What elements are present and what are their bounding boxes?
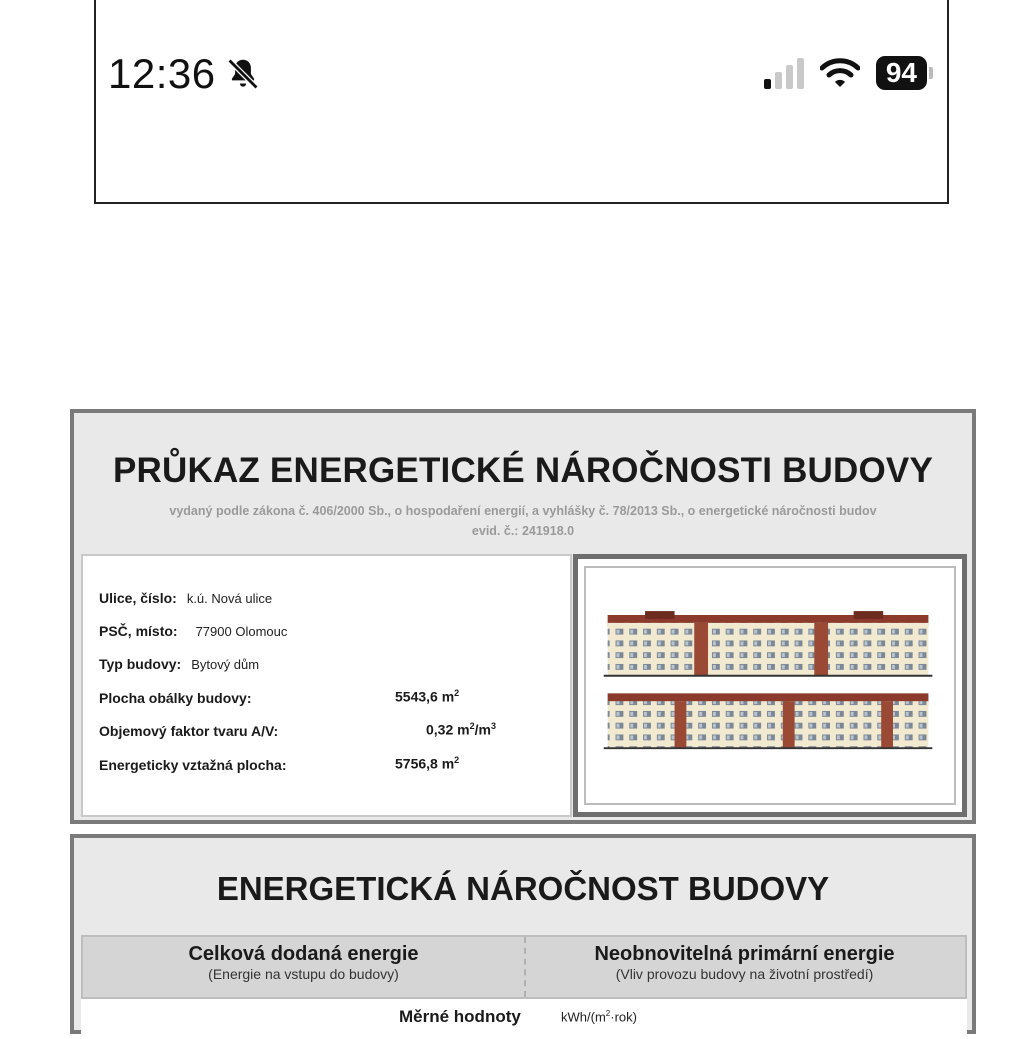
clock	[108, 50, 262, 98]
energy-performance-card	[70, 834, 976, 1034]
street-label: Ulice, číslo:	[99, 590, 177, 606]
bell-slash-icon	[224, 55, 262, 93]
legal-basis: vydaný podle zákona č. 406/2000 Sb., o hospodaření energií, a vyhlášky č. 78/2013 Sb., o energetické náročnosti budov	[169, 504, 877, 518]
status-bar-card	[94, 0, 949, 204]
specific-values-label: Měrné hodnoty	[399, 1007, 521, 1026]
battery-icon	[876, 56, 933, 90]
cellular-signal-icon	[764, 57, 804, 89]
certificate-subtitle	[74, 501, 972, 541]
wifi-icon	[820, 57, 860, 89]
building-elevation-image	[584, 566, 956, 805]
clock-time: 12:36	[108, 50, 216, 97]
type-row	[99, 656, 259, 672]
delivered-energy-subtitle: (Energie na vstupu do budovy)	[208, 966, 399, 982]
reference-area-label: Energeticky vztažná plocha:	[99, 757, 287, 773]
certificate-title: PRŮKAZ ENERGETICKÉ NÁROČNOSTI BUDOVY	[112, 451, 934, 490]
delivered-energy-header	[83, 943, 524, 982]
evid-number: evid. č.: 241918.0	[471, 524, 575, 538]
building-image-box	[573, 554, 967, 817]
street-value: k.ú. Nová ulice	[186, 591, 273, 606]
shape-factor-label: Objemový faktor tvaru A/V:	[99, 723, 279, 739]
battery-level: 94	[876, 56, 927, 90]
specific-values-unit: kWh/$(m^2\cdot rok)$	[561, 1009, 637, 1025]
primary-energy-subtitle: (Vliv provozu budovy na životní prostředí)	[615, 966, 874, 982]
psc-row	[99, 623, 287, 639]
type-value: Bytový dům	[191, 657, 260, 672]
type-label: Typ budovy:	[99, 656, 182, 672]
building-info-box	[81, 554, 572, 817]
status-icons	[764, 56, 933, 90]
shape-factor-value: 0,32 $m^2/m^3$	[426, 721, 496, 738]
primary-energy-header	[524, 943, 965, 982]
primary-energy-title: Neobnovitelná primární energie	[594, 943, 895, 965]
psc-label: PSČ, místo:	[99, 623, 178, 639]
delivered-energy-title: Celková dodaná energie	[188, 943, 419, 965]
reference-area-value: 5756,8 $m^2$	[395, 755, 460, 772]
psc-value: 77900 Olomouc	[195, 624, 288, 639]
envelope-value: 5543,6 $m^2$	[395, 688, 460, 705]
energy-title: ENERGETICKÁ NÁROČNOST BUDOVY	[216, 870, 830, 907]
envelope-label: Plocha obálky budovy:	[99, 690, 252, 706]
certificate-card	[70, 409, 976, 824]
energy-table-header	[81, 935, 967, 999]
specific-values-row	[81, 999, 967, 1039]
street-row	[99, 590, 272, 606]
